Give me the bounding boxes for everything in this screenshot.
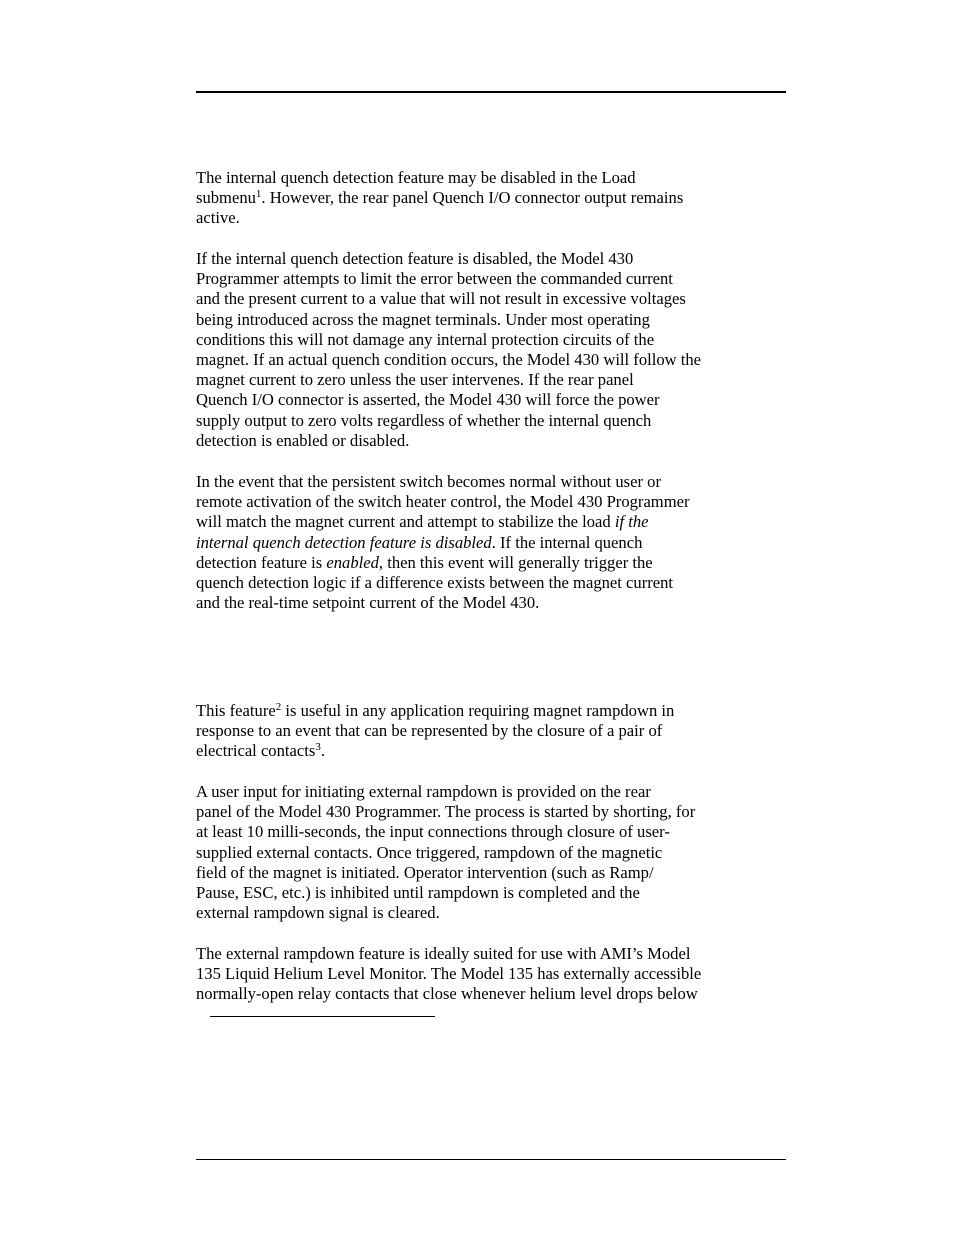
text-line — [196, 370, 796, 390]
text-line — [196, 553, 796, 573]
text-run: detection feature is — [196, 552, 327, 572]
text-run: panel of the Model 430 Programmer. The process is started by shorting, for — [196, 802, 696, 822]
text-run: detection is enabled or disabled. — [196, 430, 410, 450]
text-line — [196, 188, 796, 208]
text-line — [196, 822, 796, 842]
text-run: , then this event will generally trigger the — [378, 552, 653, 572]
emphasized-text: enabled — [326, 552, 379, 572]
text-line — [196, 208, 796, 228]
paragraph-quench-disable — [196, 168, 796, 229]
footnote-separator — [210, 1016, 435, 1017]
paragraph-rampdown-feature — [196, 701, 796, 762]
text-run: being introduced across the magnet terminals. Under most operating — [196, 309, 650, 329]
text-run: Programmer attempts to limit the error between the commanded current — [196, 269, 673, 289]
text-run: Pause, ESC, etc.) is inhibited until rampdown is completed and the — [196, 883, 640, 903]
text-run: electrical contacts — [196, 741, 316, 761]
text-line — [196, 782, 796, 802]
paragraph-model-135 — [196, 944, 796, 1005]
text-run: and the real-time setpoint current of the Model 430. — [196, 593, 540, 613]
text-line — [196, 701, 796, 721]
text-run: supply output to zero volts regardless of whether the internal quench — [196, 410, 652, 430]
text-line — [196, 964, 796, 984]
text-run: . — [320, 741, 325, 761]
text-line — [196, 984, 796, 1004]
text-run: If the internal quench detection feature is disabled, the Model 430 — [196, 249, 634, 268]
footnote-marker: 3 — [315, 741, 321, 754]
text-line — [196, 249, 796, 269]
footnote-marker: 2 — [275, 701, 282, 713]
text-run: . If the internal quench — [491, 532, 643, 552]
text-line — [196, 533, 796, 553]
text-run: . However, the rear panel Quench I/O connector output remains — [261, 188, 684, 208]
emphasized-text: if the — [614, 512, 649, 532]
text-line — [196, 903, 796, 923]
text-run: will match the magnet current and attempt to stabilize the load — [196, 512, 615, 532]
text-line — [196, 390, 796, 410]
text-line — [196, 741, 796, 761]
text-line — [196, 350, 796, 370]
text-line — [196, 168, 796, 188]
text-line — [196, 512, 796, 532]
text-run: and the present current to a value that will not result in excessive voltages — [196, 289, 686, 309]
text-run: field of the magnet is initiated. Operator intervention (such as Ramp/ — [196, 862, 654, 882]
text-line — [196, 883, 796, 903]
text-line — [196, 269, 796, 289]
text-run: response to an event that can be represented by the closure of a pair of — [196, 721, 663, 741]
text-run: This feature — [196, 701, 276, 720]
text-run: conditions this will not damage any internal protection circuits of the — [196, 329, 655, 349]
text-run: is useful in any application requiring magnet rampdown in — [281, 701, 675, 720]
text-run: 135 Liquid Helium Level Monitor. The Model 135 has externally accessible — [196, 964, 702, 984]
text-line — [196, 310, 796, 330]
text-line — [196, 721, 796, 741]
text-line — [196, 330, 796, 350]
text-run: A user input for initiating external rampdown is provided on the rear — [196, 782, 651, 801]
text-run: external rampdown signal is cleared. — [196, 903, 440, 923]
text-run: supplied external contacts. Once triggered, rampdown of the magnetic — [196, 842, 663, 862]
text-run: magnet. If an actual quench condition occurs, the Model 430 will follow the — [196, 350, 702, 370]
text-run: remote activation of the switch heater control, the Model 430 Programmer — [196, 492, 690, 512]
text-run: The external rampdown feature is ideally suited for use with AMI’s Model — [196, 944, 691, 963]
text-run: quench detection logic if a difference exists between the magnet current — [196, 573, 674, 593]
text-line — [196, 431, 796, 451]
text-line — [196, 472, 796, 492]
text-line — [196, 289, 796, 309]
text-run: magnet current to zero unless the user intervenes. If the rear panel — [196, 370, 634, 390]
text-run: normally-open relay contacts that close whenever helium level drops below — [196, 984, 698, 1004]
text-line — [196, 802, 796, 822]
header-rule — [196, 91, 786, 93]
text-line — [196, 411, 796, 431]
paragraph-rampdown-input — [196, 782, 796, 923]
text-run: The internal quench detection feature may be disabled in the Load — [196, 168, 636, 187]
emphasized-text: internal quench detection feature is disabled — [196, 532, 492, 552]
text-run: submenu — [196, 188, 256, 208]
footer-rule — [196, 1159, 786, 1160]
footnote-marker: 1 — [255, 188, 262, 201]
text-line — [196, 843, 796, 863]
text-line — [196, 492, 796, 512]
text-line — [196, 573, 796, 593]
text-run: Quench I/O connector is asserted, the Model 430 will force the power — [196, 390, 660, 410]
text-line — [196, 863, 796, 883]
text-line — [196, 944, 796, 964]
paragraph-persistent-switch-event — [196, 472, 796, 613]
paragraph-quench-disabled-behavior — [196, 249, 796, 451]
text-run: at least 10 milli-seconds, the input connections through closure of user- — [196, 822, 670, 842]
text-line — [196, 593, 796, 613]
text-run: In the event that the persistent switch becomes normal without user or — [196, 472, 661, 491]
text-run: active. — [196, 208, 240, 228]
